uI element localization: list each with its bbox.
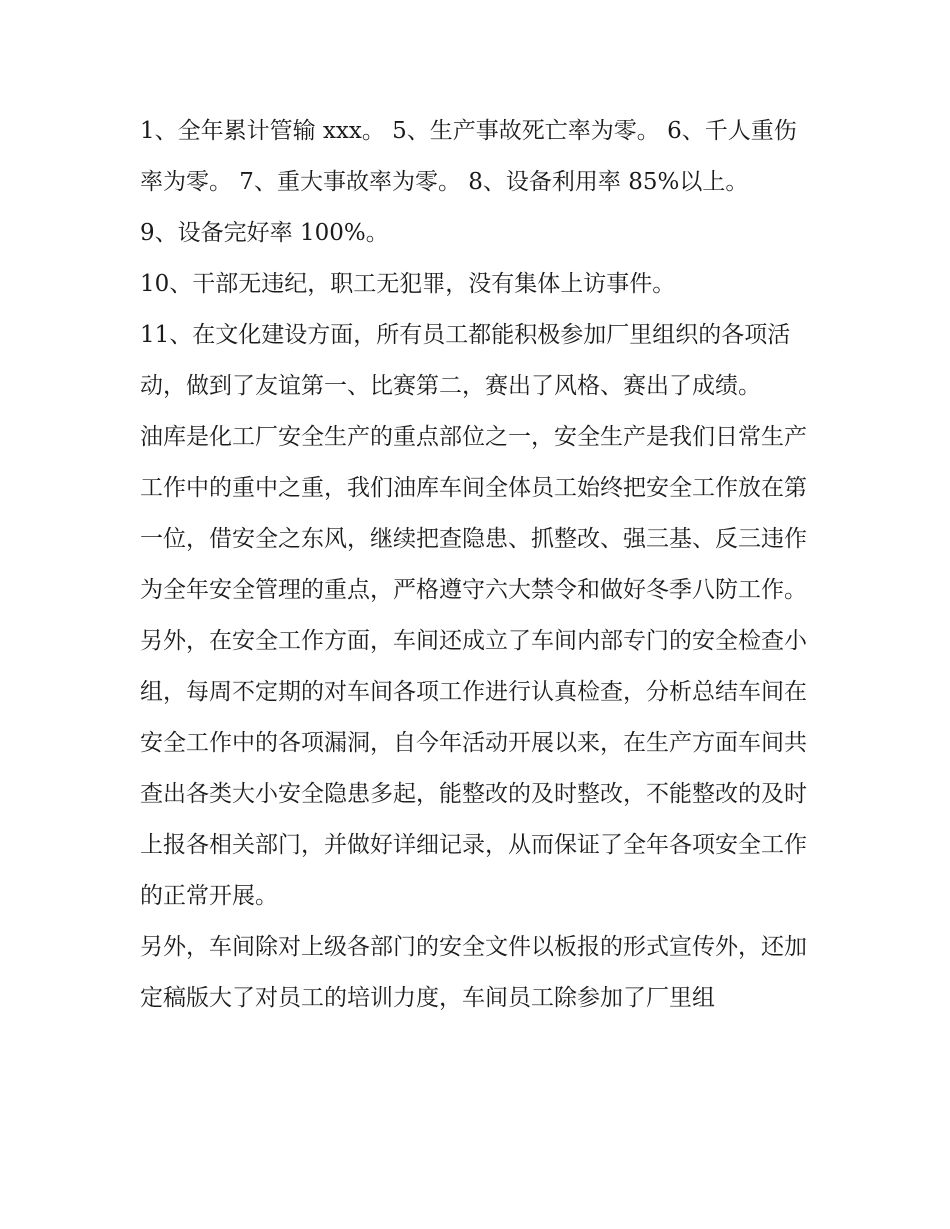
paragraph-training: 另外，车间除对上级各部门的安全文件以板报的形式宣传外，还加定稿版大了对员工的培训力度，车间员工除参加了厂里组 [140,934,807,1011]
paragraph-culture: 11、在文化建设方面，所有员工都能积极参加厂里组织的各项活动，做到了友谊第一、比赛第二，赛出了风格、赛出了成绩。 [140,322,791,399]
document-body [140,106,810,1024]
paragraph-equipment-rate: 9、设备完好率 100%。 [140,220,389,246]
paragraph-discipline: 10、干部无违纪，职工无犯罪，没有集体上访事件。 [140,271,676,297]
paragraph-safety-inspection: 另外，在安全工作方面，车间还成立了车间内部专门的安全检查小组，每周不定期的对车间各项工作进行认真检查，分析总结车间在安全工作中的各项漏洞，自今年活动开展以来，在生产方面车间共查出各类大小安全隐患多起，能整改的及时整改，不能整改的及时上报各相关部门，并做好详细记录，从而保证了全年各项安全工作的正常开展。 [140,628,807,909]
paragraph-oil-depot-safety: 油库是化工厂安全生产的重点部位之一，安全生产是我们日常生产工作中的重中之重，我们油库车间全体员工始终把安全工作放在第一位，借安全之东风，继续把查隐患、抓整改、强三基、反三违作为全年安全管理的重点，严格遵守六大禁令和做好冬季八防工作。 [140,424,807,603]
paragraph-stats-summary: 1、全年累计管输 xxx。 5、生产事故死亡率为零。 6、千人重伤率为零。 7、重大事故率为零。 8、设备利用率 85%以上。 [140,118,797,195]
